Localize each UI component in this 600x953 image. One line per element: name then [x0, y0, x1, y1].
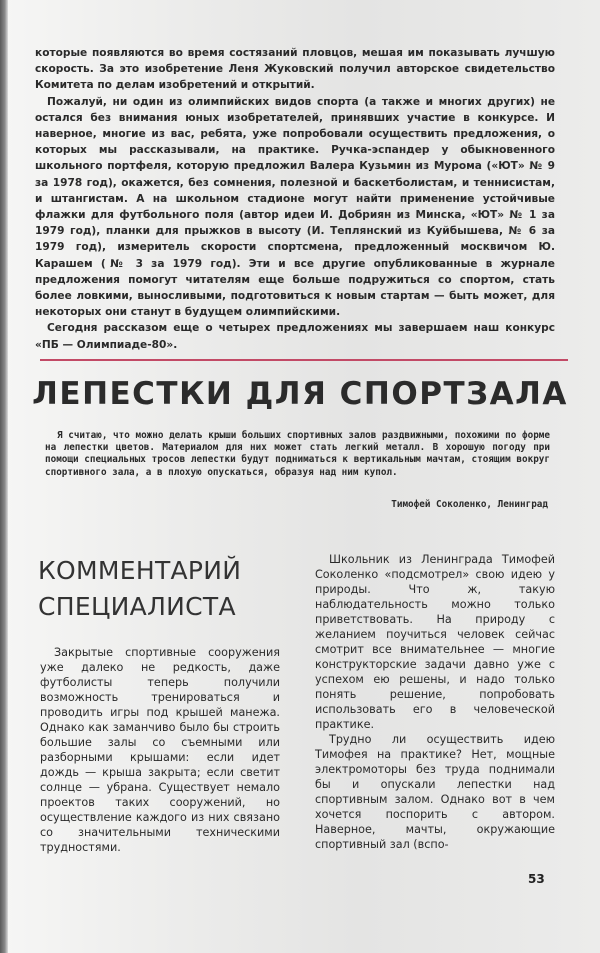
comment-paragraph: Закрытые спортивные сооружения уже далеко не редкость, даже футболисты теперь получили возможность тренироваться и проводить игры под крышей манежа. Однако как заманчиво было бы строить большие залы со съемными или разборными крышами: если идет дождь — крыша закрыта; если светит солнце — убрана. Существует немало проектов таких сооружений, но осуществление каждого из них связано со значительными техническими трудностями.	[40, 646, 280, 854]
intro-paragraph: Сегодня рассказом еще о четырех предложениях мы завершаем наш конкурс «ПБ — Олимпиаде-80».	[35, 322, 555, 351]
comment-heading-line: КОММЕНТАРИЙ	[38, 556, 242, 585]
comment-heading-line: СПЕЦИАЛИСТА	[38, 592, 236, 621]
comment-left-column	[40, 645, 280, 855]
reader-letter	[45, 430, 550, 479]
comment-right-column	[315, 552, 555, 852]
intro-text	[35, 45, 555, 353]
comment-paragraph: Школьник из Ленинграда Тимофей Соколенко «подсмотрел» свою идею у природы. Что ж, такую наблюдательность можно только приветствовать. На природу с желанием поучиться человек сейчас смотрит все внимательнее — многие конструкторские задачи давно уже с успехом ею решены, и надо только понять решение, попробовать использовать его в человеческой практике.	[315, 553, 555, 731]
letter-signature: Тимофей Соколенко, Ленинград	[391, 499, 548, 510]
book-spine-edge	[0, 0, 8, 953]
page-number: 53	[528, 872, 545, 886]
section-divider	[40, 359, 568, 361]
intro-paragraph: которые появляются во время состязаний пловцов, мешая им показывать лучшую скорость. За это изобретение Леня Жуковский получил авторское свидетельство Комитета по делам изобретений и открытий.	[35, 47, 555, 92]
letter-text: Я считаю, что можно делать крыши больших спортивных залов раздвижными, похожими по форме на лепестки цветов. Материалом для них может стать легкий металл. В хорошую погоду при помощи специальных тросов лепестки будут подниматься к вертикальным мачтам, стоящим вокруг спортивного зала, а в плохую опускаться, образуя над ним купол.	[45, 430, 550, 478]
comment-paragraph: Трудно ли осуществить идею Тимофея на практике? Нет, мощные электромоторы без труда поднимали бы и опускали лепестки над спортивным залом. Однако вот в чем хочется поспорить с автором. Наверное, мачты, окружающие спортивный зал (вспо-	[315, 733, 555, 851]
intro-paragraph: Пожалуй, ни один из олимпийских видов спорта (а также и многих других) не остался без внимания юных изобретателей, принявших участие в конкурсе. И наверное, многие из вас, ребята, уже попробовали осуществить предложения, о которых мы рассказывали, на практике. Ручка-эспандер у обыкновенного школьного портфеля, которую предложил Валера Кузьмин из Мурома («ЮТ» № 9 за 1978 год), окажется, без сомнения, полезной и баскетболистам, и теннисистам, и штангистам. А на школьном стадионе могут найти применение устойчивые флажки для футбольного поля (автор идеи И. Добриян из Минска, «ЮТ» № 1 за 1979 год), планки для прыжков в высоту (И. Теплянский из Куйбышева, № 6 за 1979 год), измеритель скорости спортсмена, предложенный москвичом Ю. Карашем (№ 3 за 1979 год). Эти и все другие опубликованные в журнале предложения помогут читателям еще больше подружиться со спортом, стать более ловкими, выносливыми, подготовиться к новым стартам — быть может, для некоторых они станут в будущем олимпийскими.	[35, 95, 555, 319]
article-title: ЛЕПЕСТКИ ДЛЯ СПОРТЗАЛА	[32, 376, 568, 412]
comment-heading	[38, 553, 241, 625]
